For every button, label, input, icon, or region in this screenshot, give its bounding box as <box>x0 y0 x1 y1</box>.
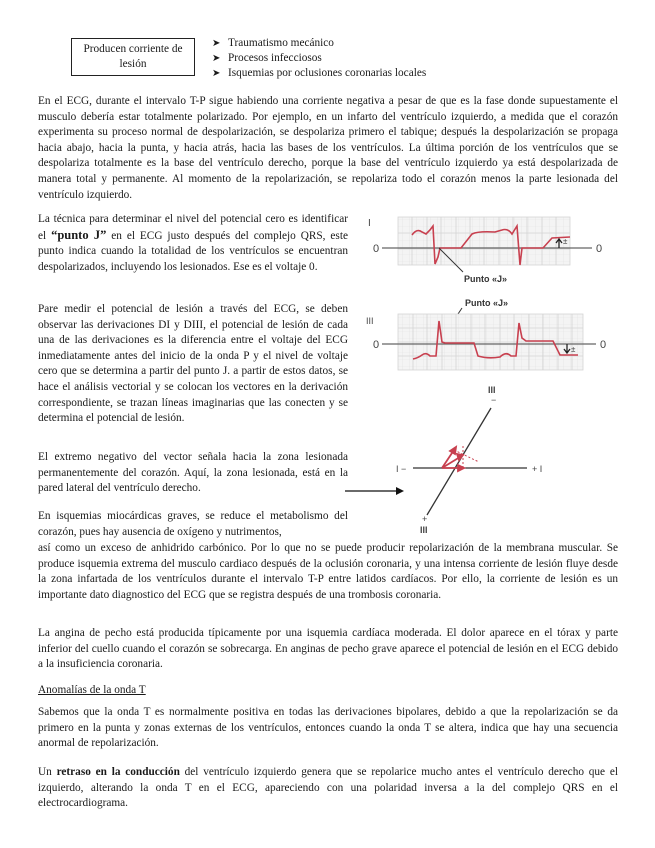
lead-i-right-label: + I <box>532 464 543 474</box>
cause-list <box>212 36 426 81</box>
callout-box <box>71 38 195 76</box>
lead-label: I <box>368 218 371 229</box>
paragraph-lesion-measure: Pare medir el potencial de lesión a través del ECG, se deben observar las derivaciones DI y DIII, el potencial de lesión de cada una de las derivaciones es la diferencia entre el voltaje del ECG inmediatamente antes del inicio de la onda P y el nivel de voltaje cero que se determina a partir del punto J. a partir de estos datos, se hace el análisis vectorial y se colocan los vectores en la derivación correspondiente, se trazan líneas imaginarias que las conecten y se determina el potencial de lesión. <box>38 303 348 425</box>
paragraph-tp-interval: En el ECG, durante el intervalo T-P sigue habiendo una corriente negativa a pesar de que es la fase donde supuestamente el musculo debería estar totalmente polarizado. Por ejemplo, en un infarto del ventrículo izquierdo, a medida que el corazón experimenta su proceso normal de despolarización, se despolariza primero el tabique; después la despolarización se propaga hacia abajo, hacia la punta, y hacia atrás, hacia las bases de los ventrículos. La última porción de los ventrículos que se despolariza totalmente es la base del ventrículo derecho, porque la base del ventrículo izquierdo ya está despolarizada de manera total y permanente. Al momento de la repolarización, se repolariza todo el corazón menos la parte lesionada del ventrículo izquierdo. <box>38 95 618 201</box>
zero-label-right: 0 <box>600 339 607 351</box>
section-heading: Anomalías de la onda T <box>38 684 146 696</box>
punto-j-annotation: Punto «J» <box>464 274 508 284</box>
shift-label: ± <box>563 237 568 246</box>
paragraph-angina: La angina de pecho está producida típicamente por una isquemia cardíaca moderada. El dolor aparece en el tórax y parte inferior del cuello cuando el corazón se sobrecarga. En anginas de pecho grave aparece el potencial de lesión en el ECG debido a la insuficiencia coronaria. <box>38 627 618 671</box>
arrowhead-bullet-icon: ➤ <box>212 38 221 49</box>
ecg-lead-i-figure <box>360 212 625 302</box>
punto-j-emphasis: “punto J” <box>51 227 107 242</box>
lead-iii-bottom-label: III <box>420 525 428 535</box>
paragraph-conduction-delay: Un retraso en la conducción del ventrículo izquierdo genera que se repolarice mucho antes el ventrículo derecho que el izquierdo, alterando la onda T en el ECG, apareciendo con una polaridad inversa a la del complejo QRS en el electrocardiograma. <box>38 766 618 810</box>
paragraph-punto-j: La técnica para determinar el nivel del potencial cero es identificar el “punto J” en el ECG justo después del complejo QRS, este punto indica cuando la totalidad de los ventrículos se encuentran despolarizados, incluyendo los lesionados. Ese es el voltaje 0. <box>38 213 348 273</box>
lead-iii-top-sign: − <box>491 395 497 405</box>
paragraph-t-wave: Sabemos que la onda T es normalmente positiva en todas las derivaciones bipolares, debido a que la repolarización se da primero en la punta y zonas externas de los ventrículos, entonces cuando la onda T se altera, indica que hay una secuencia anormal de repolarización. <box>38 706 618 750</box>
lead-iii-bottom-sign: + <box>422 514 428 524</box>
conduction-delay-emphasis: retraso en la conducción <box>56 766 180 778</box>
ecg-lead-iii-figure <box>360 296 625 381</box>
paragraph-vector-negative: El extremo negativo del vector señala hacia la zona lesionada permanentemente del corazón. Aquí, la zona lesionada, está en la pared lateral del ventrículo derecho. <box>38 451 348 495</box>
list-item: ➤ Isquemias por oclusiones coronarias locales <box>212 67 427 79</box>
shift-label: ± <box>571 345 576 354</box>
list-item: ➤ Traumatismo mecánico <box>212 37 334 49</box>
lead-i-left-label: I − <box>396 464 407 474</box>
lead-iii-top-label: III <box>488 385 496 395</box>
list-item: ➤ Procesos infecciosos <box>212 52 322 64</box>
punto-j-annotation: Punto «J» <box>465 298 509 308</box>
zero-label-right: 0 <box>596 243 603 255</box>
zero-label-left: 0 <box>373 243 380 255</box>
paragraph-ischemia-b: así como un exceso de anhidrido carbónico. Por lo que no se puede producir repolarización de la membrana muscular. Se produce isquemia extrema del musculo cardiaco después de la oclusión coronaria, y una intensa corriente de lesión fluye desde la zona infartada de los ventrículos durante el intervalo T-P entre latidos cardíacos. Por ello, la corriente de lesión es un importante dato diagnostico del ECG que se registra después de una trombosis coronaria. <box>38 542 618 601</box>
vector-diagram-figure <box>340 380 630 540</box>
callout-box-label: Producen corriente de lesión <box>83 43 183 70</box>
arrowhead-bullet-icon: ➤ <box>212 53 221 64</box>
arrowhead-bullet-icon: ➤ <box>212 68 221 79</box>
zero-label-left: 0 <box>373 339 380 351</box>
lead-label: III <box>366 316 374 326</box>
paragraph-ischemia-a: En isquemias miocárdicas graves, se reduce el metabolismo del corazón, pues hay ausencia de oxígeno y nutrimentos, <box>38 510 348 538</box>
